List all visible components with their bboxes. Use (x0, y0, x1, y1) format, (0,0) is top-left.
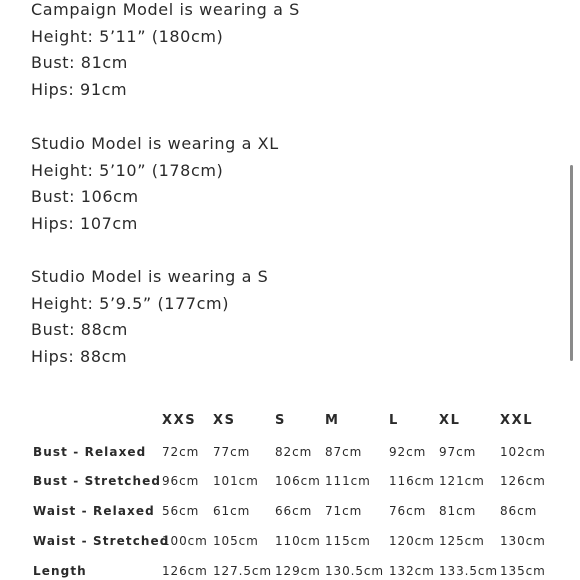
measurement-value: 127.5cm (213, 564, 272, 578)
measurement-value: 76cm (389, 504, 427, 518)
measurement-value: 135cm (500, 564, 546, 578)
measurement-value: 61cm (213, 504, 251, 518)
measurement-value: 130cm (500, 534, 546, 548)
model-hips: Hips: 91cm (31, 80, 128, 100)
model-height: Height: 5’10” (178cm) (31, 160, 224, 180)
model-hips: Hips: 88cm (31, 347, 128, 367)
measurement-value: 126cm (162, 564, 208, 578)
measurement-value: 115cm (325, 534, 371, 548)
measurement-value: 92cm (389, 445, 427, 459)
measurement-value: 96cm (162, 474, 200, 488)
measurement-value: 110cm (275, 534, 321, 548)
model-height: Height: 5’9.5” (177cm) (31, 293, 230, 313)
model-height: Height: 5’11” (180cm) (31, 26, 224, 46)
size-header: XS (213, 413, 236, 428)
size-header: M (325, 413, 340, 428)
measurement-value: 129cm (275, 564, 321, 578)
measurement-value: 102cm (500, 445, 546, 459)
measurement-value: 87cm (325, 445, 363, 459)
model-bust: Bust: 88cm (31, 320, 128, 340)
measurement-value: 56cm (162, 504, 200, 518)
model-title: Studio Model is wearing a S (31, 267, 269, 286)
measurement-value: 100cm (162, 534, 208, 548)
measurement-label: Bust - Stretched (33, 474, 162, 488)
vertical-scrollbar[interactable] (570, 165, 573, 361)
measurement-value: 97cm (439, 445, 477, 459)
size-header: XXS (162, 413, 197, 428)
measurement-value: 66cm (275, 504, 313, 518)
measurement-value: 111cm (325, 474, 371, 488)
measurement-value: 81cm (439, 504, 477, 518)
measurement-value: 86cm (500, 504, 538, 518)
measurement-value: 130.5cm (325, 564, 384, 578)
size-header: XL (439, 413, 461, 428)
measurement-value: 101cm (213, 474, 259, 488)
measurement-value: 120cm (389, 534, 435, 548)
model-bust: Bust: 106cm (31, 187, 139, 207)
measurement-label: Waist - Relaxed (33, 504, 155, 518)
measurement-value: 71cm (325, 504, 363, 518)
measurement-value: 126cm (500, 474, 546, 488)
measurement-value: 77cm (213, 445, 251, 459)
model-bust: Bust: 81cm (31, 53, 128, 73)
measurement-value: 72cm (162, 445, 200, 459)
measurement-value: 133.5cm (439, 564, 498, 578)
measurement-label: Waist - Stretched (33, 534, 170, 548)
size-header: L (389, 413, 399, 428)
measurement-value: 121cm (439, 474, 485, 488)
size-header: XXL (500, 413, 534, 428)
measurement-label: Length (33, 564, 87, 578)
measurement-value: 105cm (213, 534, 259, 548)
model-hips: Hips: 107cm (31, 214, 138, 234)
measurement-value: 116cm (389, 474, 435, 488)
measurement-label: Bust - Relaxed (33, 445, 147, 459)
measurement-value: 106cm (275, 474, 321, 488)
model-title: Studio Model is wearing a XL (31, 134, 279, 153)
model-title: Campaign Model is wearing a S (31, 0, 300, 19)
measurement-value: 132cm (389, 564, 435, 578)
size-header: S (275, 413, 286, 428)
measurement-value: 82cm (275, 445, 313, 459)
measurement-value: 125cm (439, 534, 485, 548)
